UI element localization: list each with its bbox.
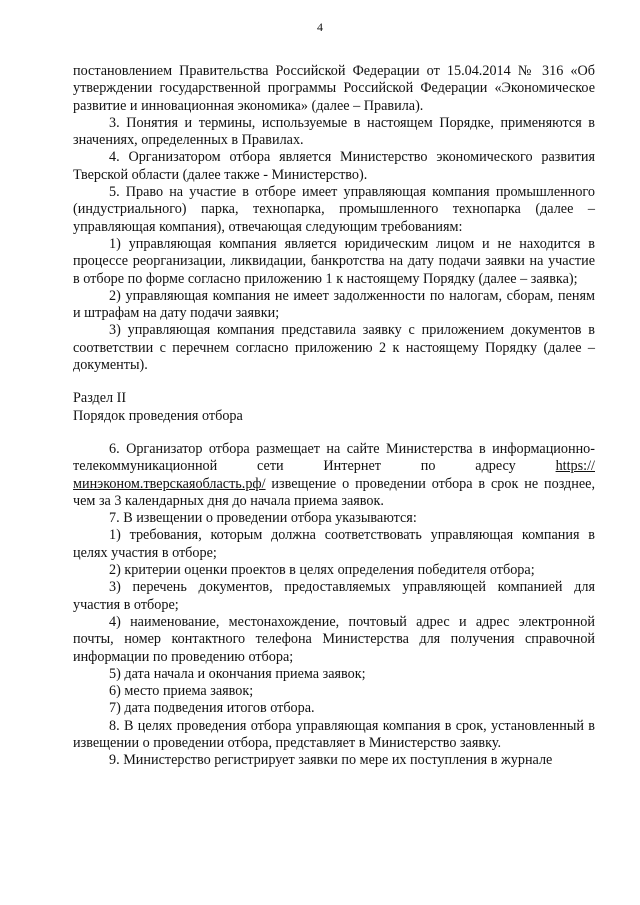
paragraph-6-text-start: 6. Организатор отбора размещает на сайте Министерства в информационно-телекоммуникационной сети Интернет по адресу [73, 440, 595, 475]
paragraph-7: 7. В извещении о проведении отбора указываются: [109, 510, 417, 527]
document-body [73, 63, 595, 770]
paragraph-6-text-end: извещение о проведении отбора в срок не позднее, чем за 3 календарных дня до начала приема заявок. [73, 475, 595, 509]
notice-item-6: 6) место приема заявок; [109, 683, 254, 700]
requirement-1: 1) управляющая компания является юридическим лицом и не находится в процессе реорганизации, ликвидации, банкротства на дату подачи заявки на участие в отборе по форме согласно приложению 1 к настоящему Порядку (далее – заявка); [73, 235, 595, 287]
notice-item-5: 5) дата начала и окончания приема заявок; [109, 665, 366, 682]
notice-item-1: 1) требования, которым должна соответствовать управляющая компания в целях участия в отборе; [73, 527, 595, 561]
requirement-2: 2) управляющая компания не имеет задолженности по налогам, сборам, пеням и штрафам на дату подачи заявки; [73, 287, 595, 322]
paragraph-6 [73, 441, 595, 510]
ministry-website-link[interactable]: https://минэконом.тверскаяобласть.рф/ [73, 458, 595, 492]
paragraph-3: 3. Понятия и термины, используемые в настоящем Порядке, применяются в значениях, определенных в Правилах. [73, 114, 595, 149]
paragraph-5: 5. Право на участие в отборе имеет управляющая компания промышленного (индустриального) парка, технопарка, промышленного технопарка (далее – управляющая компания), отвечающая следующим требованиям: [73, 184, 595, 235]
page-number: 4 [317, 20, 323, 34]
notice-item-4: 4) наименование, местонахождение, почтовый адрес и адрес электронной почты, номер контактного телефона Министерства для получения справочной информации по проведению отбора; [73, 613, 595, 665]
section-title: Порядок проведения отбора [73, 407, 243, 424]
section-number: Раздел II [73, 390, 127, 407]
notice-item-2: 2) критерии оценки проектов в целях определения победителя отбора; [109, 562, 535, 579]
paragraph-9: 9. Министерство регистрирует заявки по мере их поступления в журнале [109, 752, 553, 769]
notice-item-3: 3) перечень документов, предоставляемых управляющей компанией для участия в отборе; [73, 579, 595, 613]
requirement-3: 3) управляющая компания представила заявку с приложением документов в соответствии с перечнем согласно приложению 2 к настоящему Порядку (далее – документы). [73, 322, 595, 374]
paragraph-regulation-reference: постановлением Правительства Российской Федерации от 15.04.2014 № 316 «Об утверждении государственной программы Российской Федерации «Экономическое развитие и инновационная экономика» (далее – Правила). [73, 63, 595, 114]
paragraph-4: 4. Организатором отбора является Министерство экономического развития Тверской области (далее также - Министерство). [73, 149, 595, 183]
paragraph-8: 8. В целях проведения отбора управляющая компания в срок, установленный в извещении о проведении отбора, представляет в Министерство заявку. [73, 717, 595, 751]
notice-item-7: 7) дата подведения итогов отбора. [109, 700, 315, 717]
